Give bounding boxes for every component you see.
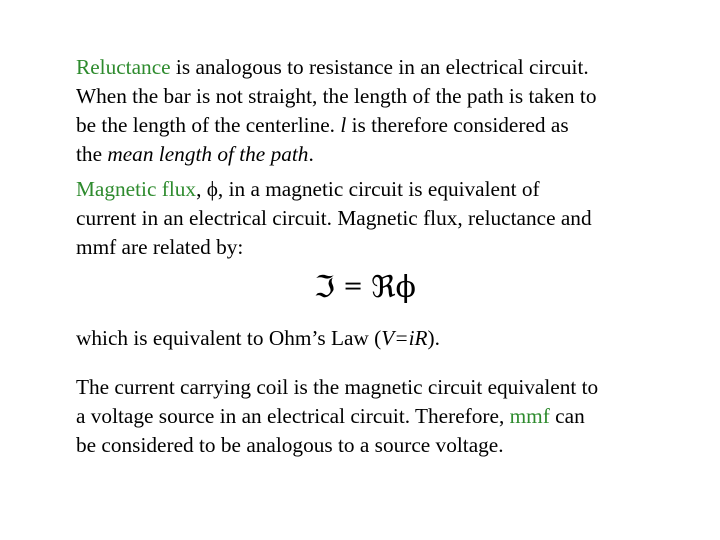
paragraph-line	[76, 324, 696, 353]
paragraph-line: The current carrying coil is the magnetic circuit equivalent to	[76, 375, 599, 399]
text-span: ).	[427, 326, 440, 350]
paragraph-line	[76, 111, 696, 140]
mean-length-phrase: mean length of the path	[107, 142, 309, 166]
mmf-symbol: ℑ	[314, 270, 335, 305]
text-span: can	[549, 404, 585, 428]
text-span: which is equivalent to Ohm’s Law (	[76, 326, 382, 350]
ohms-law-paragraph	[76, 324, 696, 353]
paragraph-line: be considered to be analogous to a source voltage.	[76, 433, 504, 457]
reluctance-paragraph	[76, 53, 696, 169]
length-variable: l	[340, 113, 347, 137]
coil-paragraph	[76, 373, 696, 460]
mmf-equation	[300, 268, 430, 304]
paragraph-line: mmf are related by:	[76, 235, 244, 259]
magnetic-flux-paragraph	[76, 175, 696, 262]
magnetic-flux-term: Magnetic flux	[76, 177, 197, 201]
paragraph-line: When the bar is not straight, the length of the path is taken to	[76, 84, 597, 108]
ohms-law-formula: V=iR	[381, 326, 428, 350]
paragraph-line	[76, 53, 696, 82]
text-span: , ϕ, in a magnetic circuit is equivalent of	[196, 177, 540, 201]
reluctance-symbol: ℜ	[371, 270, 396, 305]
paragraph-line: current in an electrical circuit. Magnetic flux, reluctance and	[76, 206, 592, 230]
paragraph-line	[76, 140, 696, 169]
text-span: is analogous to resistance in an electrical circuit.	[170, 55, 589, 79]
flux-symbol: ϕ	[395, 270, 416, 305]
paragraph-line	[76, 402, 696, 431]
paragraph-line	[76, 175, 696, 204]
text-span: is therefore considered as	[346, 113, 569, 137]
equals-sign: =	[342, 272, 364, 300]
text-span: the	[76, 142, 108, 166]
text-span: .	[308, 142, 314, 166]
text-span: a voltage source in an electrical circuit. Therefore,	[76, 404, 510, 428]
text-span: be the length of the centerline.	[76, 113, 341, 137]
mmf-term: mmf	[509, 404, 550, 428]
reluctance-term: Reluctance	[76, 55, 171, 79]
